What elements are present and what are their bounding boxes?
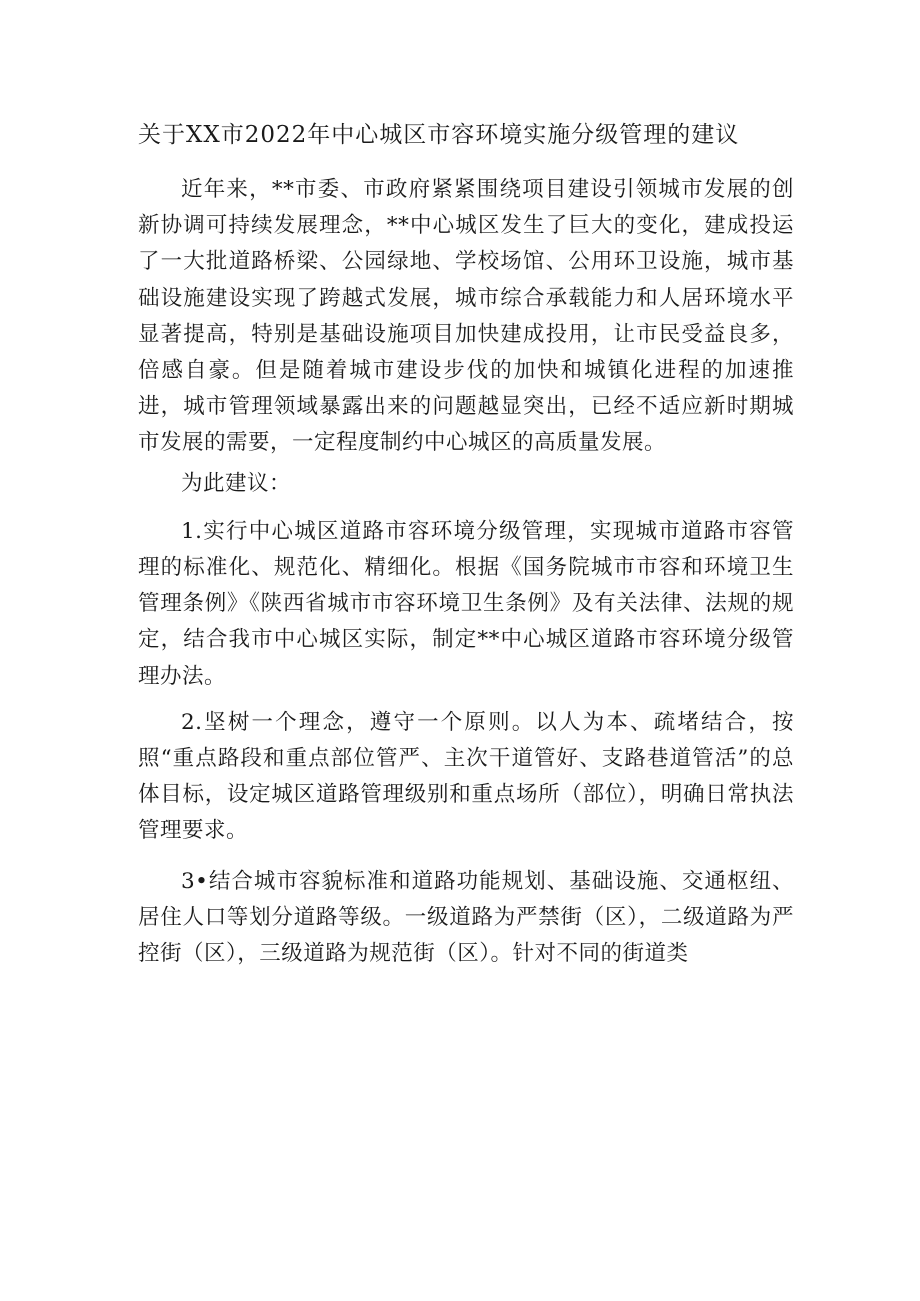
document-title: 关于XX市2022年中心城区市容环境实施分级管理的建议 [138,122,740,148]
paragraph-item-3: 3•结合城市容貌标准和道路功能规划、基础设施、交通枢纽、居住人口等划分道路等级。一级道路为严禁街（区），二级道路为严控街（区），三级道路为规范街（区）。针对不同的街道类 [138,868,794,967]
document-body [138,172,794,982]
paragraph-intro: 近年来，**市委、市政府紧紧围绕项目建设引领城市发展的创新协调可持续发展理念，**中心城区发生了巨大的变化，建成投运了一大批道路桥梁、公园绿地、学校场馆、公用环卫设施，城市基础设施建设实现了跨越式发展，城市综合承载能力和人居环境水平显著提高，特别是基础设施项目加快建成投用，让市民受益良多，倍感自豪。但是随着城市建设步伐的加快和城镇化进程的加速推进，城市管理领域暴露出来的问题越显突出，已经不适应新时期城市发展的需要，一定程度制约中心城区的高质量发展。 [138,177,794,456]
paragraph-item-2: 2.坚树一个理念，遵守一个原则。以人为本、疏堵结合，按照“重点路段和重点部位管严、主次干道管好、支路巷道管活”的总体目标，设定城区道路管理级别和重点场所（部位），明确日常执法管理要求。 [138,709,794,844]
paragraph-proposal-lead: 为此建议： [181,470,292,496]
paragraph-item-1: 1.实行中心城区道路市容环境分级管理，实现城市道路市容管理的标准化、规范化、精细化。根据《国务院城市市容和环境卫生管理条例》《陕西省城市市容环境卫生条例》及有关法律、法规的规定，结合我市中心城区实际，制定**中心城区道路市容环境分级管理办法。 [138,518,794,689]
